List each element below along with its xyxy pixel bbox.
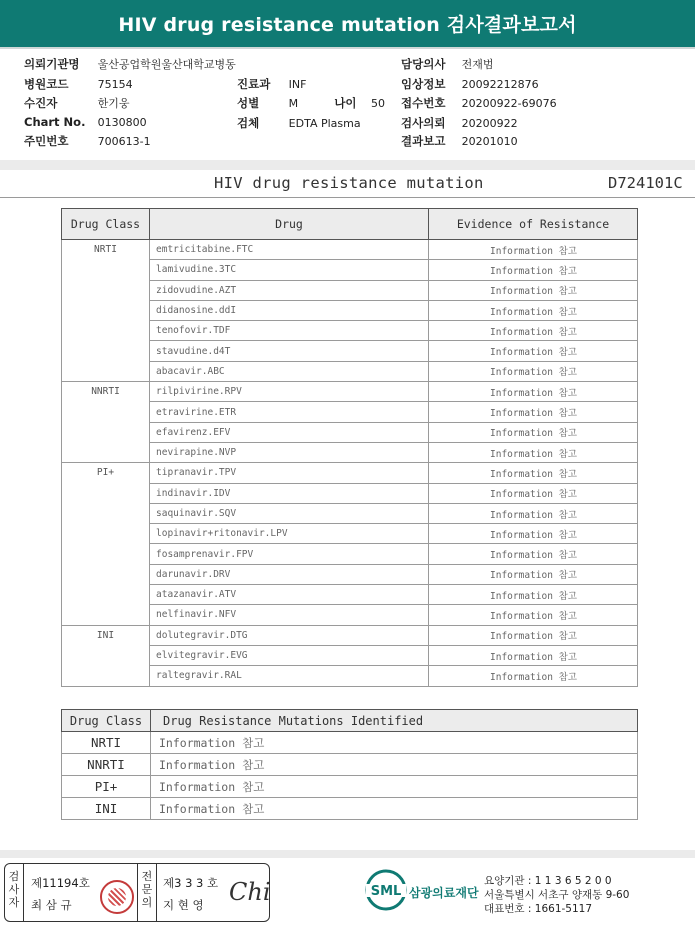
id-row: [24, 133, 151, 149]
patient-value: 한기웅: [97, 97, 130, 110]
department-value: INF: [288, 78, 307, 91]
drug-name-cell: nelfinavir.NFV: [150, 605, 429, 625]
drug-name-cell: elvitegravir.EVG: [150, 645, 429, 665]
signature-box: [4, 863, 270, 922]
table-row: [62, 776, 638, 798]
table-row: [62, 463, 638, 483]
receipt-label: 접수번호: [401, 96, 446, 110]
evidence-cell: Information 참고: [429, 463, 638, 483]
banner-divider: [0, 47, 695, 49]
agency-code: 요양기관 : 1 1 3 6 5 2 0 0: [484, 875, 612, 887]
clinical-label: 임상정보: [401, 77, 446, 91]
mutation-value-cell: Information 참고: [151, 776, 638, 798]
drug-name-cell: darunavir.DRV: [150, 564, 429, 584]
evidence-cell: Information 참고: [429, 605, 638, 625]
report-date-label: 결과보고: [401, 134, 446, 148]
drug-class-cell: NRTI: [62, 240, 150, 382]
department-label: 진료과: [237, 77, 271, 91]
table-row: [62, 798, 638, 820]
request-label: 검사의뢰: [401, 116, 446, 130]
evidence-cell: Information 참고: [429, 240, 638, 260]
evidence-cell: Information 참고: [429, 483, 638, 503]
evidence-cell: Information 참고: [429, 361, 638, 381]
drug-name-cell: efavirenz.EFV: [150, 422, 429, 442]
mutation-class-header: Drug Class: [62, 710, 151, 732]
mutation-class-cell: INI: [62, 798, 151, 820]
clinical-value: 20092212876: [461, 78, 539, 91]
signature-icon: Chi: [229, 878, 271, 906]
evidence-cell: Information 참고: [429, 544, 638, 564]
drug-header: Drug: [150, 209, 429, 240]
drug-class-cell: PI+: [62, 463, 150, 625]
id-label: 주민번호: [24, 134, 69, 148]
sml-logo-icon: [364, 868, 408, 912]
age-label: 나이: [334, 96, 357, 110]
org-phone: 대표번호 : 1661-5117: [484, 903, 593, 915]
table-row: [62, 625, 638, 645]
org-name: 삼광의료재단: [409, 886, 479, 900]
footer-separator: [0, 850, 695, 858]
table-row: [62, 754, 638, 776]
clinical-row: [401, 76, 539, 92]
evidence-cell: Information 참고: [429, 442, 638, 462]
request-row: [401, 115, 518, 131]
request-value: 20200922: [461, 117, 518, 130]
inspector-label-char: 사: [8, 883, 20, 896]
evidence-cell: Information 참고: [429, 280, 638, 300]
drug-name-cell: dolutegravir.DTG: [150, 625, 429, 645]
sex-value: M: [288, 97, 299, 110]
drug-name-cell: atazanavir.ATV: [150, 585, 429, 605]
drug-class-header: Drug Class: [62, 209, 150, 240]
evidence-cell: Information 참고: [429, 300, 638, 320]
evidence-cell: Information 참고: [429, 524, 638, 544]
evidence-cell: Information 참고: [429, 422, 638, 442]
chart-label: Chart No.: [24, 115, 86, 129]
specialist-label-char: 문: [141, 883, 153, 896]
specimen-row: [237, 115, 361, 131]
specialist-label-char: 전: [141, 870, 153, 883]
drug-name-cell: didanosine.ddI: [150, 300, 429, 320]
drug-name-cell: abacavir.ABC: [150, 361, 429, 381]
sex-age-row: [237, 95, 385, 111]
sex-label: 성별: [237, 96, 260, 110]
hospital-code-label: 병원코드: [24, 77, 69, 91]
table-row: [62, 240, 638, 260]
evidence-cell: Information 참고: [429, 625, 638, 645]
drug-name-cell: zidovudine.AZT: [150, 280, 429, 300]
evidence-cell: Information 참고: [429, 585, 638, 605]
evidence-cell: Information 참고: [429, 666, 638, 686]
logo-text: SML: [370, 884, 402, 899]
doctor-value: 전재범: [461, 58, 494, 71]
evidence-cell: Information 참고: [429, 341, 638, 361]
chart-value: 0130800: [97, 116, 147, 129]
department-row: [237, 76, 306, 92]
drug-name-cell: indinavir.IDV: [150, 483, 429, 503]
drug-name-cell: tenofovir.TDF: [150, 321, 429, 341]
seal-stamp-icon: [100, 880, 134, 914]
specialist-label-char: 의: [141, 896, 153, 909]
evidence-cell: Information 참고: [429, 402, 638, 422]
evidence-cell: Information 참고: [429, 564, 638, 584]
evidence-cell: Information 참고: [429, 503, 638, 523]
id-value: 700613-1: [97, 135, 151, 148]
drug-name-cell: saquinavir.SQV: [150, 503, 429, 523]
report-date-value: 20201010: [461, 135, 518, 148]
inspector-number: 제11194호: [31, 876, 90, 890]
specialist-number: 제3 3 3 호: [163, 876, 219, 890]
drug-name-cell: tipranavir.TPV: [150, 463, 429, 483]
specialist-label: [137, 864, 157, 921]
institution-value: 울산공업학원울산대학교병동: [97, 58, 236, 71]
evidence-cell: Information 참고: [429, 260, 638, 280]
inspector-label: [5, 864, 24, 921]
drug-name-cell: stavudine.d4T: [150, 341, 429, 361]
drug-table-body: [62, 240, 638, 687]
report-test-code: D724101C: [608, 174, 683, 192]
evidence-cell: Information 참고: [429, 645, 638, 665]
report-date-row: [401, 133, 518, 149]
doctor-row: [401, 56, 494, 72]
drug-class-cell: INI: [62, 625, 150, 686]
footer: [0, 858, 695, 927]
evidence-cell: Information 참고: [429, 382, 638, 402]
org-address: 서울특별시 서초구 양재동 9-60: [484, 889, 630, 901]
doctor-label: 담당의사: [401, 57, 446, 71]
drug-name-cell: rilpivirine.RPV: [150, 382, 429, 402]
drug-name-cell: fosamprenavir.FPV: [150, 544, 429, 564]
mutation-value-cell: Information 참고: [151, 798, 638, 820]
mutation-table-body: [62, 732, 638, 820]
mutation-value-cell: Information 참고: [151, 732, 638, 754]
mutation-header: Drug Resistance Mutations Identified: [151, 710, 638, 732]
drug-class-cell: NNRTI: [62, 382, 150, 463]
inspector-name: 최 삼 규: [31, 898, 72, 912]
evidence-header: Evidence of Resistance: [429, 209, 638, 240]
report-body: [0, 170, 695, 850]
institution-label: 의뢰기관명: [24, 57, 80, 71]
inspector-label-char: 자: [8, 896, 20, 909]
patient-row: [24, 95, 130, 111]
specialist-name: 지 현 영: [163, 898, 204, 912]
report-test-title: HIV drug resistance mutation: [214, 174, 484, 192]
age-value: 50: [370, 97, 385, 110]
mutation-table: [61, 709, 638, 820]
drug-name-cell: etravirine.ETR: [150, 402, 429, 422]
mutation-value-cell: Information 참고: [151, 754, 638, 776]
mutation-class-cell: NRTI: [62, 732, 151, 754]
mutation-class-cell: PI+: [62, 776, 151, 798]
drug-name-cell: emtricitabine.FTC: [150, 240, 429, 260]
drug-name-cell: raltegravir.RAL: [150, 666, 429, 686]
drug-name-cell: lamivudine.3TC: [150, 260, 429, 280]
mutation-class-cell: NNRTI: [62, 754, 151, 776]
table-row: [62, 732, 638, 754]
specimen-label: 검체: [237, 116, 260, 130]
report-title-rule: [0, 197, 695, 198]
receipt-value: 20200922-69076: [461, 97, 557, 110]
report-title-banner: HIV drug resistance mutation 검사결과보고서: [0, 0, 695, 47]
institution-row: [24, 56, 236, 72]
specimen-value: EDTA Plasma: [288, 117, 361, 130]
hospital-code-value: 75154: [97, 78, 133, 91]
chart-row: [24, 115, 147, 129]
section-separator: [0, 160, 695, 170]
table-row: [62, 382, 638, 402]
receipt-row: [401, 95, 557, 111]
hospital-code-row: [24, 76, 133, 92]
evidence-cell: Information 참고: [429, 321, 638, 341]
drug-name-cell: nevirapine.NVP: [150, 442, 429, 462]
inspector-label-char: 검: [8, 870, 20, 883]
drug-resistance-table: [61, 208, 638, 687]
patient-label: 수진자: [24, 96, 58, 110]
drug-name-cell: lopinavir+ritonavir.LPV: [150, 524, 429, 544]
